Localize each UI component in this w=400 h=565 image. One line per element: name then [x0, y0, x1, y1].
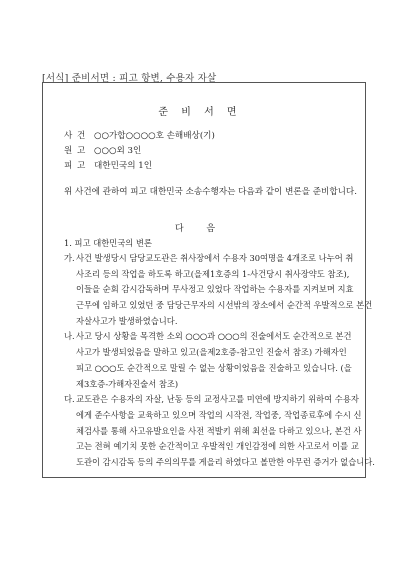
party-row-defendant [64, 159, 215, 174]
party-label: 사 건 [64, 131, 87, 141]
party-row-plaintiff [64, 144, 215, 159]
item-text [76, 329, 364, 392]
party-row-case [64, 129, 215, 144]
document-title: 준 비 서 면 [158, 107, 242, 118]
item-marker: 가. [64, 253, 75, 263]
case-parties [64, 129, 215, 174]
text-line: 도관이 감시감독 등의 주의의무를 게을리 하였다고 볼만한 아무런 증거가 없습니다. [76, 456, 375, 467]
party-label: 원 고 [64, 146, 87, 156]
party-value: ○○가합○○○○호 손해배상(기) [94, 131, 215, 141]
list-item-na [64, 329, 364, 392]
list-item-da [64, 392, 375, 470]
text-line: 교도관은 수용자의 자살, 난동 등의 교정사고를 미연에 방지하기 위하여 수용자 [76, 394, 359, 405]
document-body [64, 236, 375, 471]
text-line: 자살사고가 발생하였습니다. [76, 315, 178, 326]
text-line: 사고 당시 상황을 목격한 소외 ○○○과 ○○○의 진술에서도 순간적으로 본건 [76, 331, 352, 342]
text-line: 사조리 등의 작업을 하도록 하고(을제1호증의 1-사건당시 취사장약도 참조), [76, 268, 350, 279]
party-label: 피 고 [64, 161, 87, 171]
intro-sentence: 위 사건에 관하여 피고 대한민국 소송수행자는 다음과 같이 변론을 준비합니다. [64, 187, 357, 197]
item-text [76, 392, 375, 470]
text-line: 근무에 임하고 있었던 중 담당근무자의 시선밖의 장소에서 순간적 우발적으로 본건 [76, 300, 373, 311]
item-marker: 나. [64, 331, 75, 342]
party-value: 대한민국의 1인 [94, 161, 153, 171]
text-line: 고는 전혀 예기치 못한 순간적이고 우발적인 개인감정에 의한 사고로서 이를 교 [76, 441, 359, 452]
form-caption: [서식] 준비서면 : 피고 항변, 수용자 자살 [42, 73, 217, 84]
text-line: 체검사를 통해 사고유발요인을 사전 적발키 위해 최선을 다하고 있으나, 본건 사 [76, 425, 362, 436]
sub-title: 다 음 [174, 224, 226, 234]
text-line: 사고가 발생되었음을 말하고 있고(을제2호증-참고인 진술서 참조) 가해자인 [76, 347, 347, 358]
text-line: 이들을 순회 감시감독하며 무사정고 있었다 작업하는 수용자를 지켜보며 지효 [76, 284, 354, 295]
item-marker: 다. [64, 394, 75, 405]
list-item-ga [64, 251, 373, 329]
party-value: ○○○외 3인 [94, 146, 142, 156]
text-line: 제3호증-가해자진술서 참조) [76, 378, 179, 389]
text-line: 사건 발생당시 담당교도관은 취사장에서 수용자 30여명을 4개조로 나누어 취 [76, 253, 354, 263]
section-heading: 1. 피고 대한민국의 변론 [64, 238, 152, 248]
text-line: 에게 준수사항을 교육하고 있으며 작업의 시작전, 작업중, 작업종료후에 수시 신 [76, 409, 362, 420]
item-text [76, 251, 372, 329]
text-line: 피고 ○○○도 순간적으로 말릴 수 없는 상황이었음을 진술하고 있습니다. (을 [76, 362, 352, 373]
